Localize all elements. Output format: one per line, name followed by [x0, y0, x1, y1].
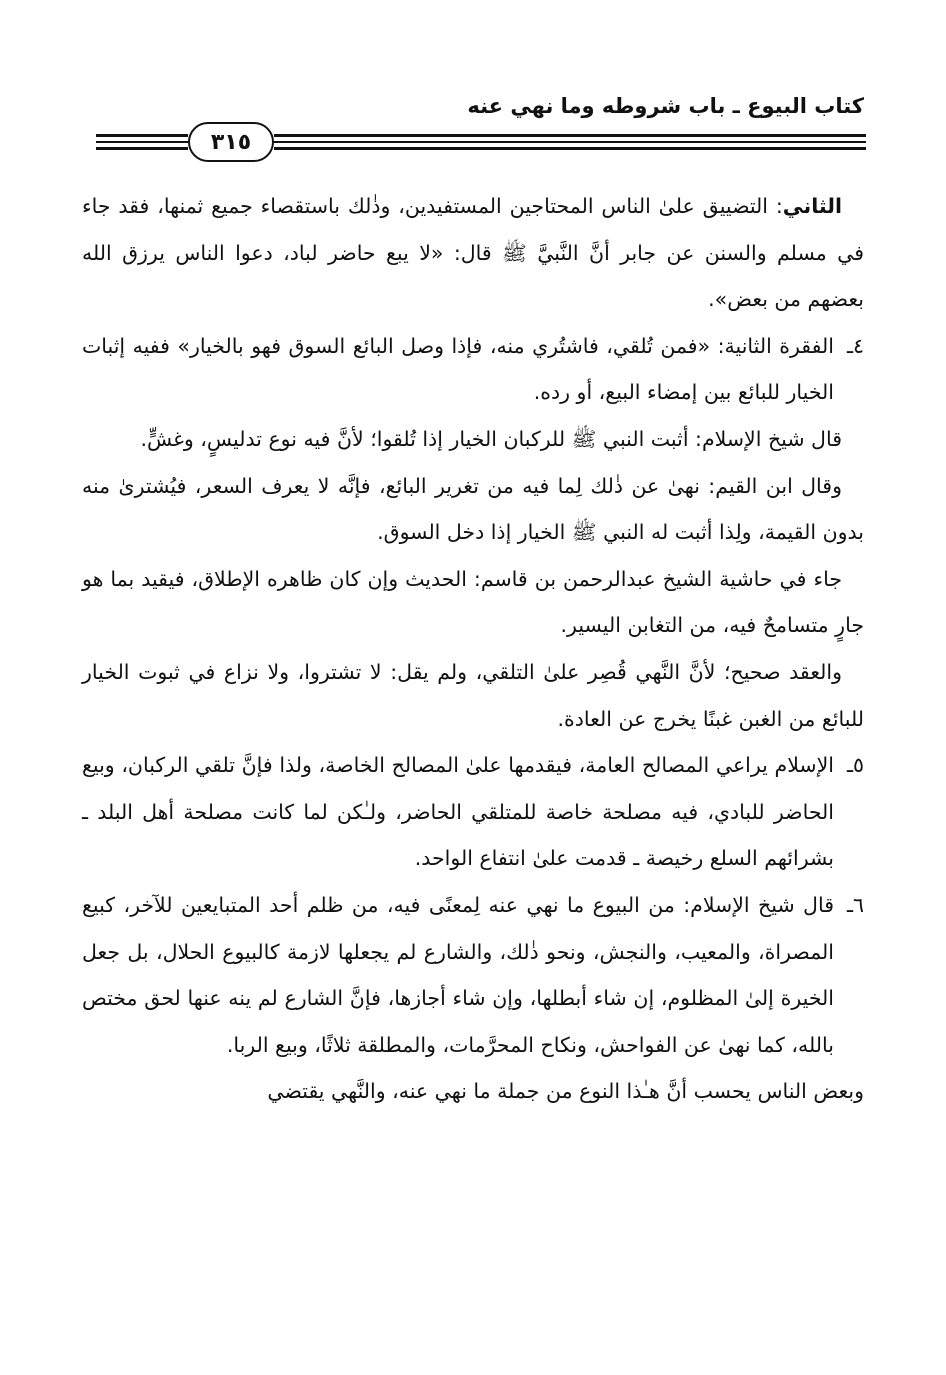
paragraph-ibn-qayyim-quote — [82, 463, 864, 556]
numbered-paragraph-6 — [82, 882, 864, 1068]
paragraph-text: قال شيخ الإسلام: أثبت النبي ﷺ للركبان الخيار إذا تُلقوا؛ لأنَّ فيه نوع تدليسٍ، وغشٍّ. — [140, 426, 842, 451]
running-title: كتاب البيوع ـ باب شروطه وما نهي عنه — [467, 94, 864, 118]
header-rule-left-top — [96, 134, 188, 137]
numbered-paragraph-4 — [82, 323, 864, 416]
paragraph-closing — [82, 1068, 864, 1115]
paragraph-text: والعقد صحيح؛ لأنَّ النَّهي قُصِر علىٰ التلقي، ولم يقل: لا تشتروا، ولا نزاع في ثبوت الخيار للبائع من الغبن غبنًا يخرج عن العادة. — [82, 659, 864, 731]
paragraph-text: وقال ابن القيم: نهىٰ عن ذٰلك لِما فيه من تغرير البائع، فإنَّه لا يعرف السعر، فيُشترىٰ منه بدون القيمة، ولِذا أثبت له النبي ﷺ الخيار إذا دخل السوق. — [82, 473, 864, 545]
paragraph-lead: الثاني — [782, 194, 842, 218]
body-text — [82, 183, 864, 1115]
paragraph-text: : التضييق علىٰ الناس المحتاجين المستفيدين، وذٰلك باستقصاء جميع ثمنها، فقد جاء في مسلم والسنن عن جابر أنَّ النَّبيَّ ﷺ قال: «لا يبع حاضر لباد، دعوا الناس يرزق الله بعضهم من بعض». — [82, 194, 864, 312]
header-rule-right-top — [274, 134, 866, 137]
paragraph-text: الفقرة الثانية: «فمن تُلقي، فاشتُري منه، فإذا وصل البائع السوق فهو بالخيار» ففيه إثبات الخيار للبائع بين إمضاء البيع، أو رده. — [82, 333, 834, 405]
paragraph-text: الإسلام يراعي المصالح العامة، فيقدمها علىٰ المصالح الخاصة، ولذا فإنَّ تلقي الركبان، وبيع الحاضر للبادي، فيه مصلحة خاصة للمتلقي الحاضر، ولـٰكن لما كانت مصلحة أهل البلد ـ بشرائهم السلع رخيصة ـ قدمت علىٰ انتفاع الواحد. — [82, 753, 834, 871]
header-rule-right-mid — [274, 141, 866, 143]
paragraph-text: جاء في حاشية الشيخ عبدالرحمن بن قاسم: الحديث وإن كان ظاهره الإطلاق، فيقيد بما هو جارٍ متسامحٌ فيه، من التغابن اليسير. — [82, 566, 864, 638]
paragraph-contract-valid — [82, 649, 864, 742]
paragraph-number: ٦ـ — [846, 892, 864, 917]
header-rule-right-bottom — [274, 147, 866, 150]
page-number: ٣١٥ — [210, 129, 252, 155]
header-rule-left-mid — [96, 141, 188, 143]
paragraph-second-point — [82, 183, 864, 323]
paragraph-text: قال شيخ الإسلام: من البيوع ما نهي عنه لِمعنًى فيه، من ظلم أحد المتبايعين للآخر، كبيع المصراة، والمعيب، والنجش، ونحو ذٰلك، والشارع لم يجعلها لازمة كالبيوع الحلال، بل جعل الخيرة إلىٰ المظلوم، إن شاء أبطلها، وإن شاء أجازها، فإنَّ الشارع لم ينه عنها لحق مختص بالله، كما نهىٰ عن الفواحش، ونكاح المحرَّمات، والمطلقة ثلاثًا، وبيع الربا. — [82, 892, 834, 1057]
numbered-paragraph-5 — [82, 742, 864, 882]
paragraph-text: وبعض الناس يحسب أنَّ هـٰذا النوع من جملة ما نهي عنه، والنَّهي يقتضي — [267, 1079, 864, 1104]
paragraph-number: ٤ـ — [846, 333, 864, 358]
paragraph-number: ٥ـ — [846, 753, 864, 778]
paragraph-shaykh-islam-quote — [82, 416, 864, 463]
page-number-badge — [188, 122, 274, 162]
header-rule-left-bottom — [96, 147, 188, 150]
paragraph-hashiya-quote — [82, 556, 864, 649]
